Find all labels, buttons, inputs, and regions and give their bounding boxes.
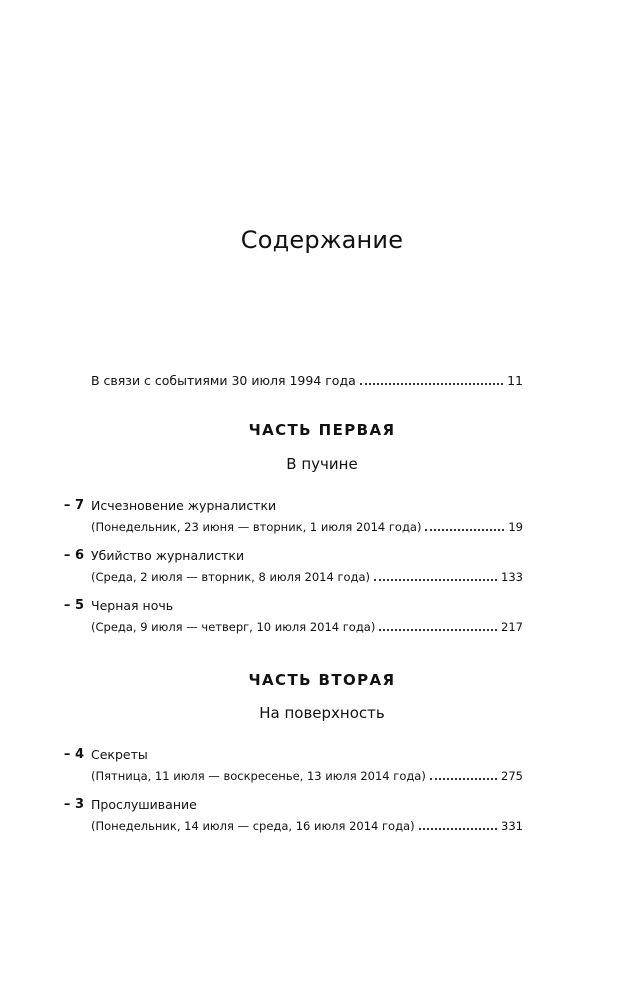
- chapter-title: Черная ночь: [91, 598, 174, 613]
- dot-leader: [419, 819, 497, 830]
- chapter-number: – 3: [63, 797, 84, 812]
- dot-leader: [374, 570, 497, 581]
- page-number: 275: [501, 769, 523, 783]
- chapter-detail: [91, 769, 523, 783]
- dot-leader: [430, 769, 497, 780]
- page-number: 19: [508, 520, 523, 534]
- part-subtitle: На поверхность: [259, 704, 385, 722]
- chapter-title: Прослушивание: [91, 797, 197, 812]
- chapter-detail: [91, 819, 523, 833]
- chapter-dates: (Среда, 2 июля — вторник, 8 июля 2014 года): [91, 570, 371, 584]
- page-title: Содержание: [240, 226, 404, 254]
- chapter-dates: (Пятница, 11 июля — воскресенье, 13 июля 2014 года): [91, 769, 426, 783]
- page-number: 133: [501, 570, 523, 584]
- toc-entry-intro[interactable]: [91, 373, 523, 388]
- chapter-dates: (Понедельник, 23 июня — вторник, 1 июля 2014 года): [91, 520, 422, 534]
- chapter-dates: (Понедельник, 14 июля — среда, 16 июля 2014 года): [91, 819, 415, 833]
- chapter-number: – 6: [63, 548, 84, 563]
- chapter-title: Убийство журналистки: [91, 548, 245, 563]
- chapter-title: Исчезновение журналистки: [91, 498, 277, 513]
- part-heading: ЧАСТЬ ВТОРАЯ: [248, 671, 396, 689]
- chapter-number: – 7: [63, 498, 84, 513]
- page-number: 331: [501, 819, 523, 833]
- dot-leader: [425, 520, 504, 531]
- dot-leader: [360, 374, 503, 385]
- intro-title: В связи с событиями 30 июля 1994 года: [91, 373, 356, 388]
- part-subtitle: В пучине: [286, 455, 358, 473]
- chapter-number: – 4: [63, 747, 84, 762]
- dot-leader: [379, 620, 497, 631]
- page-number: 217: [501, 620, 523, 634]
- part-heading: ЧАСТЬ ПЕРВАЯ: [248, 421, 396, 439]
- chapter-number: – 5: [63, 598, 84, 613]
- chapter-detail: [91, 520, 523, 534]
- page-number: 11: [507, 373, 523, 388]
- chapter-title: Секреты: [91, 747, 148, 762]
- chapter-detail: [91, 620, 523, 634]
- chapter-dates: (Среда, 9 июля — четверг, 10 июля 2014 года): [91, 620, 376, 634]
- chapter-detail: [91, 570, 523, 584]
